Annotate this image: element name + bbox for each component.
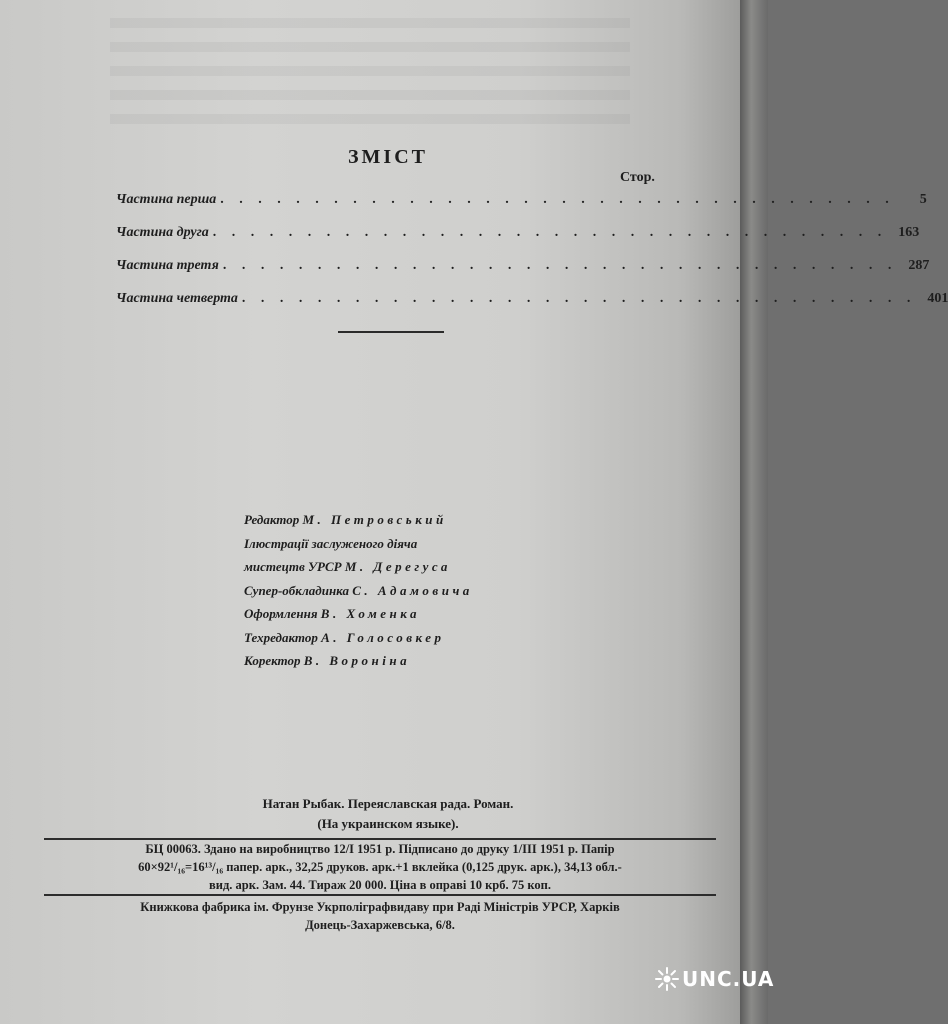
credit-name: М. Дерегуса (344, 559, 451, 574)
imprint-line: 60×92¹/₁₆=16¹³/₁₆ папер. арк., 32,25 друков. арк.+1 вклейка (0,125 друк. арк.), 34,13 обл.- (138, 860, 622, 874)
toc-item-page: 163 (898, 225, 920, 240)
dot-leader: . . . . . . . . . . . . . . . . . . . . . . . . . . . . . . . . . . . . (212, 225, 888, 240)
dot-leader: . . . . . . . . . . . . . . . . . . . . . . . . . . . . . . . . . . . . (222, 258, 898, 273)
credit-role: Редактор (244, 512, 300, 527)
contents-title: ЗМІСТ (348, 146, 428, 168)
credit-role: Ілюстрації заслуженого діяча (244, 535, 418, 551)
printer-line: Книжкова фабрика ім. Фрунзе Укрполіграфвидаву при Раді Міністрів УРСР, Харків (140, 900, 620, 914)
imprint-bottom-rule (44, 894, 716, 896)
toc-row (116, 192, 927, 225)
dot-leader: . . . . . . . . . . . . . . . . . . . . . . . . . . . . . . . . . . . . (220, 192, 895, 207)
credit-name: М. Петровський (302, 512, 447, 527)
credit-role: Оформлення (244, 606, 318, 621)
credit-role: мистецтв УРСР (244, 559, 342, 574)
book-title-line: Натан Рыбак. Переяславская рада. Роман. (262, 796, 514, 811)
credit-role: Коректор (244, 653, 301, 668)
credit-name: С. Адамовича (352, 582, 473, 598)
credit-name: В. Вороніна (303, 653, 411, 668)
credits-block (244, 512, 644, 677)
credit-line (244, 583, 644, 607)
credit-name: А. Голосовкер (321, 629, 445, 645)
imprint-line: БЦ 00063. Здано на виробництво 12/І 1951 р. Підписано до друку 1/ІІІ 1951 р. Папір (145, 842, 615, 856)
toc-item-label: Частина третя (116, 258, 219, 273)
dot-leader: . . . . . . . . . . . . . . . . . . . . . . . . . . . . . . . . . . . . (241, 291, 917, 306)
page-column-label: Стор. (620, 170, 655, 185)
toc-row (116, 258, 930, 291)
credit-name: В. Хоменка (320, 606, 421, 621)
sunburst-icon (654, 966, 680, 992)
language-note: (На украинском языке). (317, 816, 459, 831)
toc-item-page: 287 (908, 258, 930, 273)
imprint-line: вид. арк. Зам. 44. Тираж 20 000. Ціна в оправі 10 крб. 75 коп. (209, 878, 551, 892)
watermark-logo (654, 966, 774, 992)
credit-line (244, 606, 644, 630)
credit-role: Супер-обкладинка (244, 582, 349, 598)
toc-item-label: Частина четверта (116, 291, 238, 306)
table-of-contents (116, 192, 948, 324)
toc-item-page: 5 (919, 192, 927, 207)
credit-role: Техредактор (244, 629, 318, 645)
credit-line (244, 653, 644, 677)
bleed-through-text (110, 18, 630, 138)
credit-line (244, 630, 644, 654)
credit-line (244, 559, 644, 583)
toc-row (116, 225, 920, 258)
toc-item-page: 401 (927, 291, 948, 306)
credit-line (244, 512, 644, 536)
toc-item-label: Частина перша (116, 192, 217, 207)
watermark-text: UNC.UA (682, 967, 775, 991)
section-divider (338, 331, 444, 333)
credit-line (244, 536, 644, 560)
toc-item-label: Частина друга (116, 225, 209, 240)
printer-line: Донець-Захаржевська, 6/8. (305, 918, 455, 932)
toc-row (116, 291, 948, 324)
